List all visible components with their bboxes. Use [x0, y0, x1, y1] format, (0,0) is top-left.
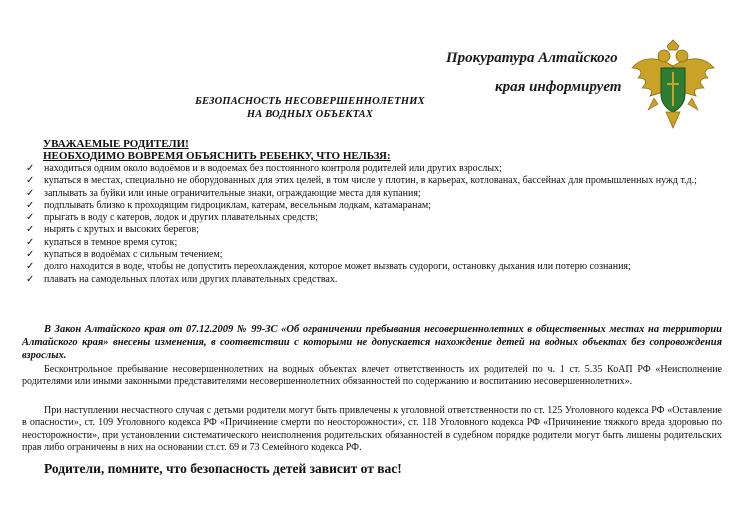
closing-appeal: Родители, помните, что безопасность детей зависит от вас! — [44, 461, 402, 476]
list-item — [22, 175, 722, 187]
list-item-text: купаться в темное время суток; — [44, 236, 178, 248]
checkmark-icon: ✓ — [26, 261, 35, 273]
list-item-text: находиться одним около водоёмов и в водоемах без постоянного контроля родителей или других взрослых; — [44, 163, 502, 174]
checkmark-icon: ✓ — [26, 249, 35, 261]
prosecutor-emblem-icon — [628, 38, 718, 132]
list-item — [22, 224, 722, 236]
checkmark-icon: ✓ — [26, 163, 35, 174]
list-item — [22, 274, 722, 286]
list-item — [22, 200, 722, 212]
checkmark-icon: ✓ — [26, 187, 35, 199]
list-item — [22, 188, 722, 200]
title-line2: НА ВОДНЫХ ОБЪЕКТАХ — [246, 109, 374, 120]
list-item — [22, 237, 722, 249]
title-line1: БЕЗОПАСНОСТЬ НЕСОВЕРШЕННОЛЕТНИХ — [195, 96, 425, 107]
org-name-line1: Прокуратура Алтайского — [446, 50, 618, 66]
list-item-text: купаться в местах, специально не оборудованных для этих целей, в том числе у плотин, в карьерах, котлованах, бассейнах для промышленных нужд т.д.; — [44, 175, 697, 187]
checkmark-icon: ✓ — [26, 212, 35, 224]
checkmark-icon: ✓ — [26, 236, 35, 248]
appeal-subheading: НЕОБХОДИМО ВОВРЕМЯ ОБЪЯСНИТЬ РЕБЕНКУ, ЧТО НЕЛЬЗЯ: — [43, 150, 391, 162]
list-item — [22, 212, 722, 224]
list-item-text: плавать на самодельных плотах или других плавательных средствах. — [44, 273, 338, 285]
list-item-text: купаться в водоёмах с сильным течением; — [44, 249, 223, 261]
checkmark-icon: ✓ — [26, 199, 35, 211]
checkmark-icon: ✓ — [26, 175, 35, 187]
list-item-text: подплывать близко к проходящим гидроциклам, катерам, весельным лодкам, катамаранам; — [44, 199, 431, 211]
list-item — [22, 163, 722, 175]
appeal-heading: УВАЖАЕМЫЕ РОДИТЕЛИ! — [43, 138, 189, 150]
list-item-text: нырять с крутых и высоких берегов; — [44, 224, 199, 236]
checkmark-icon: ✓ — [26, 224, 35, 236]
checkmark-icon: ✓ — [26, 273, 35, 285]
prohibitions-list — [22, 163, 722, 286]
list-item — [22, 261, 722, 273]
list-item-text: долго находится в воде, чтобы не допустить переохлаждения, которое может вызвать судороги, остановку дыхания или потерю сознания; — [44, 261, 631, 273]
law-notice: В Закон Алтайского края от 07.12.2009 № 99-ЗС «Об ограничении пребывания несовершеннолетних в общественных местах на территории Алтайского края» внесены изменения, в соответствии с которыми не допускается нахождение детей на водных объектах без сопровождения взрослых. — [22, 324, 722, 361]
paragraph-criminal: При наступлении несчастного случая с детьми родители могут быть привлечены к уголовной ответственности по ст. 125 Уголовного кодекса РФ «Оставление в опасности», ст. 109 Уголовного кодекса РФ «Причинение смерти по неосторожности», ст. 118 Уголовного кодекса РФ «Причинение тяжкого вреда здоровью по неосторожности», при установлении систематического неисполнения родительских обязанностей в судебном порядке родители могут быть лишены родительских прав либо ограничены в них на основании ст.ст. 69 и 73 Семейного кодекса РФ. — [22, 405, 722, 454]
paragraph-administrative: Бесконтрольное пребывание несовершеннолетних на водных объектах влечет ответственность их родителей по ч. 1 ст. 5.35 КоАП РФ «Неисполнение родителями или иными законными представителями несовершеннолетних обязанностей по содержанию и воспитанию несовершеннолетних». — [22, 364, 722, 388]
list-item-text: заплывать за буйки или иные ограничительные знаки, ограждающие места для купания; — [44, 187, 421, 199]
list-item — [22, 249, 722, 261]
list-item-text: прыгать в воду с катеров, лодок и других плавательных средств; — [44, 212, 318, 224]
org-name-line2: края информирует — [495, 79, 622, 95]
